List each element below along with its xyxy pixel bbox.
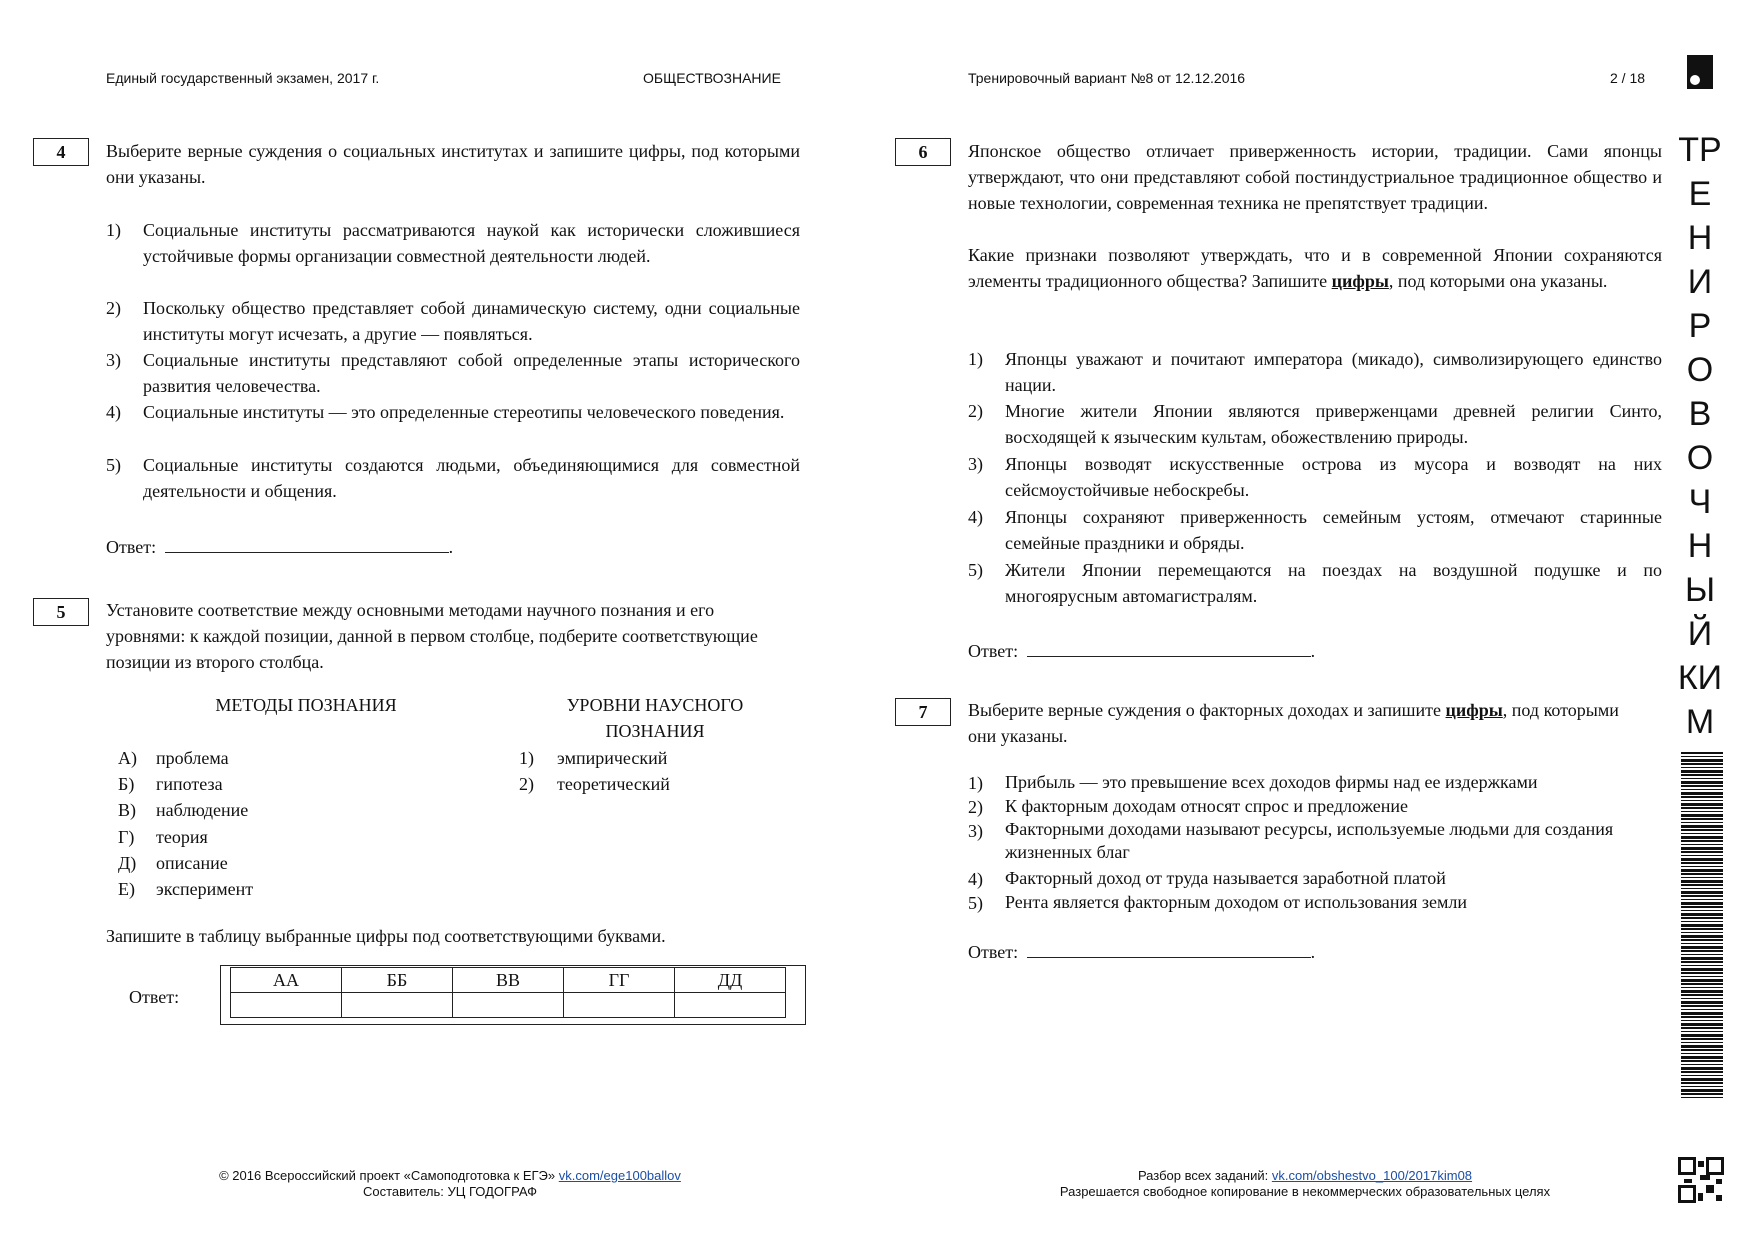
q6-answer: Ответ: . [968, 636, 1315, 664]
answer-cell-d[interactable] [675, 993, 786, 1018]
q5-level-1 [519, 745, 667, 771]
table-header-g: ГГ [564, 968, 675, 993]
footer-right [1000, 1168, 1610, 1200]
q6-item-text: Японцы сохраняют приверженность семейным устоям, отмечают старинные семейные праздники и обряды. [1005, 507, 1662, 553]
side-training-label [1670, 128, 1730, 744]
q6-item-text: Жители Японии перемещаются на поездах на воздушной подушке и по многоярусным автомагистралям. [1005, 560, 1662, 606]
q4-item-number: 3) [106, 350, 121, 370]
question-number-5: 5 [33, 598, 89, 626]
footer-left-link[interactable]: vk.com/ege100ballov [558, 1168, 681, 1183]
q5-answer-table [230, 967, 786, 1018]
side-label-letter: И [1687, 263, 1713, 301]
q5-answer-label: Ответ: [129, 987, 180, 1007]
method-text: эксперимент [156, 879, 254, 899]
q6-prompt-emphasis: цифры [1331, 271, 1389, 291]
q7-item-number: 3) [968, 821, 983, 841]
header-page-number: 2 / 18 [1610, 70, 1646, 86]
level-number: 1) [519, 748, 534, 768]
q7-prompt-emphasis: цифры [1445, 700, 1503, 720]
method-letter: В) [118, 800, 136, 820]
q6-item-number: 5) [968, 560, 983, 580]
side-label-letters: ТР [1678, 131, 1722, 169]
answer-label: Ответ: [968, 641, 1019, 661]
method-letter: Г) [118, 827, 135, 847]
q4-item-text: Социальные институты — это определенные стереотипы человеческого поведения. [143, 402, 785, 422]
q6-item-number: 2) [968, 401, 983, 421]
q4-item-text: Поскольку общество представляет собой динамическую систему, одни социальные институты могут исчезать, а другие — появляться. [143, 298, 800, 344]
side-label-letter: Ч [1688, 483, 1712, 521]
answer-cell-v[interactable] [453, 993, 564, 1018]
side-label-letter: О [1686, 351, 1714, 389]
q5-method-g [118, 824, 208, 850]
q4-item-number: 4) [106, 402, 121, 422]
q7-item-text: Прибыль — это превышение всех доходов фирмы над ее издержками [1005, 772, 1538, 792]
q6-prompt-paragraph-1: Японское общество отличает приверженность истории, традиции. Сами японцы утверждают, что они представляют собой постиндустриальное традиционное общество и новые технологии, современная техника не препятствует традиции. [968, 141, 1662, 213]
q6-prompt-text-end: , под которыми она указаны. [1388, 271, 1608, 291]
question-number-6: 6 [895, 138, 951, 166]
method-text: гипотеза [156, 774, 223, 794]
q5-method-e [118, 876, 253, 902]
q7-item-number: 5) [968, 893, 983, 913]
side-label-letter: Е [1688, 175, 1712, 213]
q6-prompt-paragraph-2 [968, 242, 1662, 294]
q5-method-d [118, 850, 228, 876]
method-letter: А) [118, 748, 137, 768]
q4-item-number: 5) [106, 455, 121, 475]
q7-answer: Ответ: . [968, 937, 1315, 965]
method-text: описание [156, 853, 228, 873]
q6-item-number: 4) [968, 507, 983, 527]
q5-method-a [118, 745, 229, 771]
table-header-d: ДД [675, 968, 786, 993]
answer-cell-a[interactable] [231, 993, 342, 1018]
header-exam-title: Единый государственный экзамен, 2017 г. [106, 70, 380, 86]
footer-copyright: © 2016 Всероссийский проект «Самоподготовка к ЕГЭ» [219, 1168, 556, 1183]
q6-prompt-text: Какие признаки позволяют утверждать, что и в современной Японии сохраняются элементы традиционного общества? Запишите [968, 245, 1662, 291]
side-label-letters: КИ [1677, 659, 1723, 697]
question-number-4: 4 [33, 138, 89, 166]
q5-prompt: Установите соответствие между основными методами научного познания и его уровнями: к каждой позиции, данной в первом столбце, подберите соответствующие позиции из второго столбца. [106, 600, 758, 672]
q5-level-2 [519, 771, 670, 797]
q4-item-number: 1) [106, 220, 121, 240]
q4-item-text: Социальные институты рассматриваются наукой как исторически сложившиеся устойчивые формы организации совместной деятельности людей. [143, 220, 800, 266]
answer-cell-g[interactable] [564, 993, 675, 1018]
header-variant: Тренировочный вариант №8 от 12.12.2016 [968, 70, 1246, 86]
answer-label: Ответ: [106, 537, 157, 557]
level-text: теоретический [557, 774, 670, 794]
footer-author: Составитель: УЦ ГОДОГРАФ [362, 1184, 537, 1199]
table-header-a: АА [231, 968, 342, 993]
q7-item-text: К факторным доходам относят спрос и предложение [1005, 796, 1409, 816]
q6-item-number: 1) [968, 349, 983, 369]
footer-right-link[interactable]: vk.com/obshestvo_100/2017kim08 [1271, 1168, 1473, 1183]
table-header-v: ВВ [453, 968, 564, 993]
q5-method-v [118, 797, 248, 823]
q6-item-text: Многие жители Японии являются приверженцами древней религии Синто, восходящей к языческим культам, обожествлению природы. [1005, 401, 1662, 447]
q6-item-text: Японцы уважают и почитают императора (микадо), символизирующего единство нации. [1005, 349, 1662, 395]
q4-item-text: Социальные институты представляют собой определенные этапы исторического развития человечества. [143, 350, 800, 396]
side-label-letter: Р [1688, 307, 1712, 345]
barcode [1681, 752, 1723, 1100]
side-label-letter: Ы [1684, 571, 1716, 609]
q7-item-number: 1) [968, 773, 983, 793]
footer-left [150, 1168, 750, 1200]
q4-answer: Ответ: . [106, 532, 453, 560]
answer-cell-b[interactable] [342, 993, 453, 1018]
q6-answer-field[interactable] [1027, 636, 1311, 657]
q4-prompt: Выберите верные суждения о социальных институтах и запишите цифры, под которыми они указаны. [106, 141, 800, 187]
side-label-letter: Й [1687, 615, 1713, 653]
answer-label: Ответ: [968, 942, 1019, 962]
footer-analysis-label: Разбор всех заданий: [1137, 1168, 1269, 1183]
q7-item-text: Рента является факторным доходом от использования земли [1005, 892, 1467, 912]
method-text: наблюдение [156, 800, 249, 820]
q7-item-number: 2) [968, 797, 983, 817]
method-text: проблема [156, 748, 229, 768]
level-text: эмпирический [557, 748, 668, 768]
method-letter: Д) [118, 853, 137, 873]
side-label-letter: Н [1687, 527, 1713, 565]
q7-item-text: Факторный доход от труда называется заработной платой [1005, 868, 1446, 888]
q6-item-number: 3) [968, 454, 983, 474]
side-label-letter: М [1685, 703, 1715, 741]
side-label-letter: Н [1687, 219, 1713, 257]
header-subject: ОБЩЕСТВОЗНАНИЕ [643, 70, 781, 86]
footer-copy-permission: Разрешается свободное копирование в некоммерческих образовательных целях [1059, 1184, 1551, 1199]
method-text: теория [156, 827, 208, 847]
qr-code [1678, 1157, 1724, 1203]
q6-item-text: Японцы возводят искусственные острова из мусора и возводят на них сейсмоустойчивые небоскребы. [1005, 454, 1662, 500]
side-label-letter: О [1686, 439, 1714, 477]
q5-col2-title: УРОВНИ НАУСНОГО ПОЗНАНИЯ [566, 695, 744, 741]
q5-col1-title: МЕТОДЫ ПОЗНАНИЯ [215, 695, 397, 715]
q4-item-number: 2) [106, 298, 121, 318]
q4-answer-field[interactable] [165, 532, 449, 553]
q4-item-text: Социальные институты создаются людьми, объединяющимися для совместной деятельности и общения. [143, 455, 800, 501]
level-number: 2) [519, 774, 534, 794]
q7-answer-field[interactable] [1027, 937, 1311, 958]
q7-item-number: 4) [968, 869, 983, 889]
q7-prompt [968, 697, 1638, 749]
q7-prompt-text: Выберите верные суждения о факторных доходах и запишите [968, 700, 1446, 720]
side-label-letter: В [1688, 395, 1712, 433]
method-letter: Е) [118, 879, 135, 899]
q5-method-b [118, 771, 223, 797]
q7-item-text: Факторными доходами называют ресурсы, используемые людьми для создания жизненных благ [1005, 819, 1614, 862]
question-number-7: 7 [895, 698, 951, 726]
q7-prompt-text-end: , под которыми они указаны. [968, 700, 1619, 746]
corner-marker-icon [1687, 55, 1713, 89]
q5-table-instruction: Запишите в таблицу выбранные цифры под соответствующими буквами. [106, 926, 666, 946]
table-header-b: ББ [342, 968, 453, 993]
method-letter: Б) [118, 774, 135, 794]
